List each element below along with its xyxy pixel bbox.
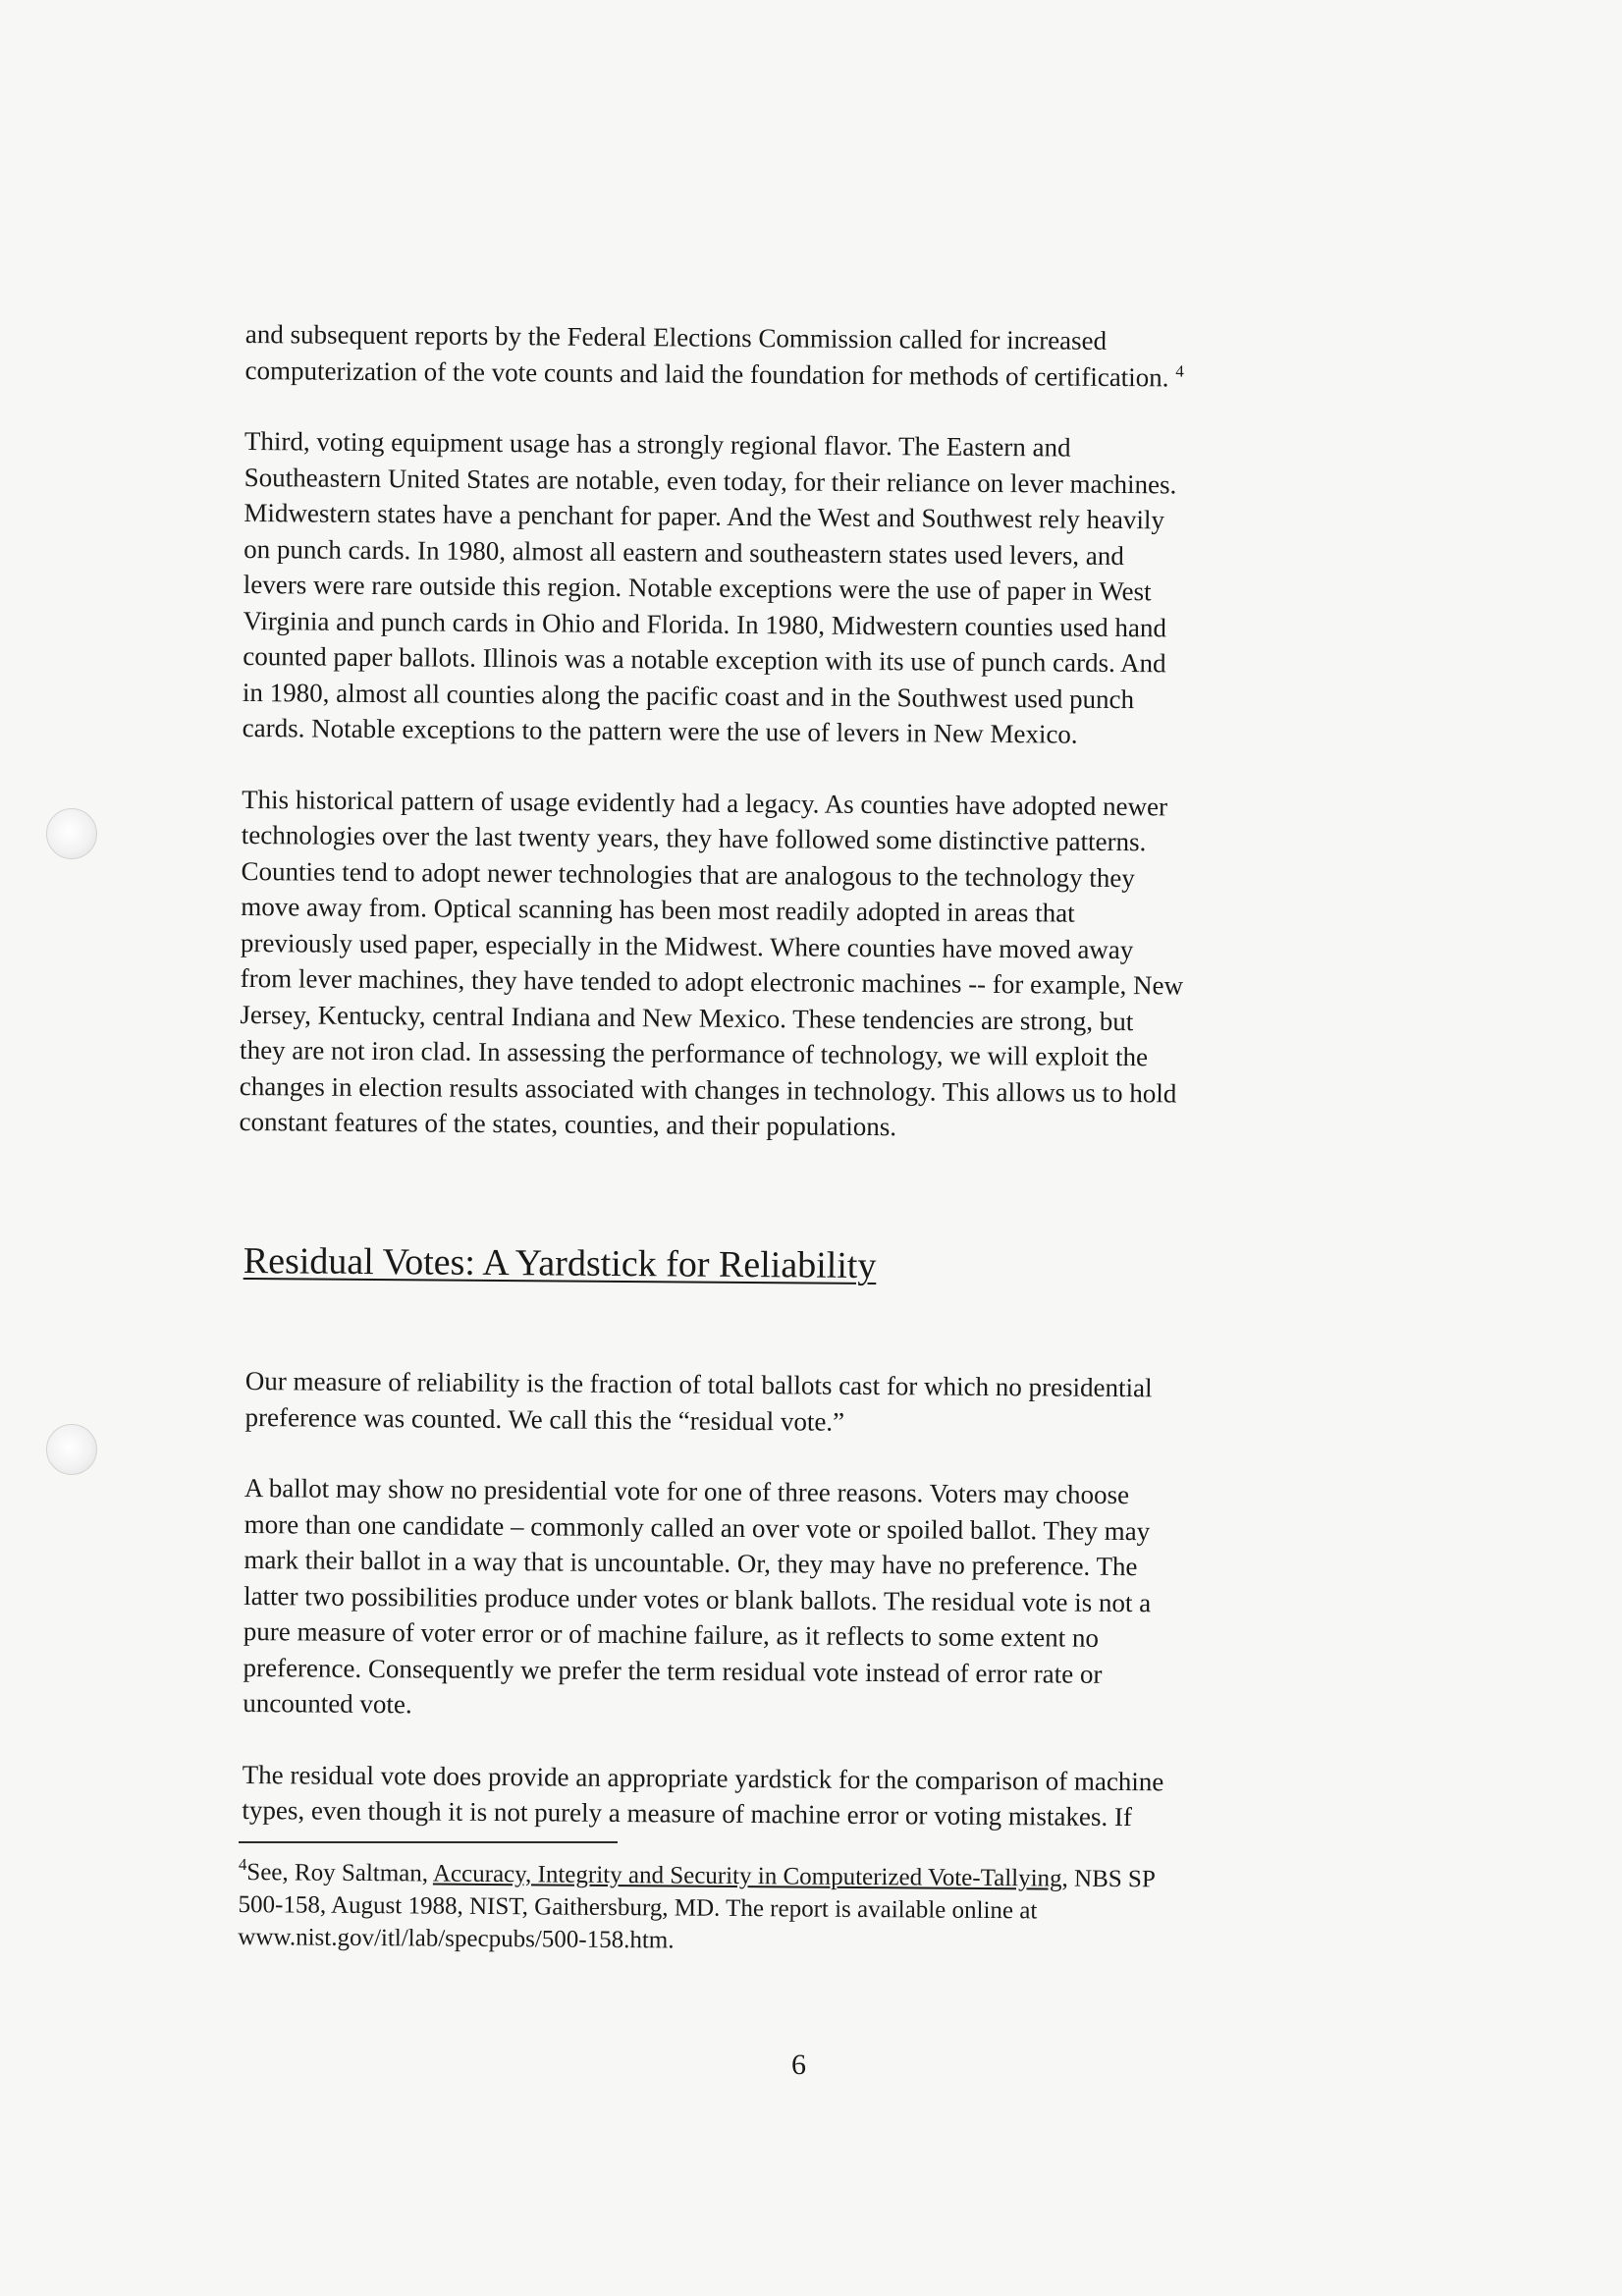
- regional-usage-paragraph: Third, voting equipment usage has a strongly regional flavor. The Eastern and Southeastern United States are notable, even today, for their reliance on lever machines. Midwestern states have a penchant for paper. And the West and Southwest rely heavily on punch cards. In 1980, almost all eastern and southeastern states used levers, and levers were rare outside this region. Notable exceptions were the use of paper in West Virginia and punch cards in Ohio and Florida. In 1980, Midwestern counties used hand counted paper ballots. Illinois was a notable exception with its use of punch cards. And in 1980, almost all counties along the pacific coast and in the Southwest used punch cards. Notable exceptions to the pattern were the use of levers in New Mexico.: [242, 425, 1177, 749]
- continuation-paragraph: [244, 316, 1365, 397]
- continuation-text: and subsequent reports by the Federal Elections Commission called for increased computerization of the vote counts and laid the foundation for methods of certification.: [244, 318, 1169, 392]
- footnote-reference[interactable]: 4: [1175, 360, 1184, 381]
- footnote-lead: See, Roy Saltman,: [246, 1859, 434, 1887]
- footnote-details: , NBS SP 500-158, August 1988, NIST, Gaithersburg, MD. The report is available online at www.nist.gov/itl/lab/specpubs/500-158.htm.: [238, 1865, 1156, 1954]
- reasons-paragraph: A ballot may show no presidential vote for one of three reasons. Voters may choose more than one candidate – commonly called an over vote or spoiled ballot. They may mark their ballot in a way that is uncountable. Or, they may have no preference. The latter two possibilities produce under votes or blank ballots. The residual vote is not a pure measure of voter error or of machine failure, as it reflects to some extent no preference. Consequently we prefer the term residual vote instead of error rate or uncounted vote.: [243, 1472, 1152, 1720]
- measure-paragraph: Our measure of reliability is the fraction of total ballots cast for which no presidential preference was counted. We call this the “residual vote.”: [244, 1365, 1153, 1437]
- footnote-divider: [239, 1841, 618, 1843]
- legacy-paragraph: This historical pattern of usage evidently had a legacy. As counties have adopted newer technologies over the last twenty years, they have followed some distinctive patterns. Counties tend to adopt newer technologies that are analogous to the technology they move away from. Optical scanning has been most readily adopted in areas that previously used paper, especially in the Midwest. Where counties have moved away from lever machines, they have tended to adopt electronic machines -- for example, New Jersey, Kentucky, central Indiana and New Mexico. These tendencies are strong, but they are not iron clad. In assessing the performance of technology, we will exploit the changes in election results associated with changes in technology. This allows us to hold constant features of the states, counties, and their populations.: [239, 784, 1184, 1142]
- section-heading: Residual Votes: A Yardstick for Reliability: [243, 1240, 877, 1287]
- punch-hole: [46, 808, 97, 859]
- punch-hole: [46, 1424, 97, 1475]
- lower-body-text: [242, 1363, 1365, 1872]
- footnote-cited-title: Accuracy, Integrity and Security in Computerized Vote-Tallying: [432, 1860, 1062, 1892]
- page-number: 6: [791, 2049, 806, 2081]
- upper-body-text: [239, 316, 1365, 1183]
- footnote-marker: 4: [238, 1855, 247, 1875]
- footnote: [238, 1856, 1358, 1962]
- yardstick-paragraph: The residual vote does provide an appropriate yardstick for the comparison of machine types, even though it is not purely a measure of machine error or voting mistakes. If: [242, 1759, 1164, 1832]
